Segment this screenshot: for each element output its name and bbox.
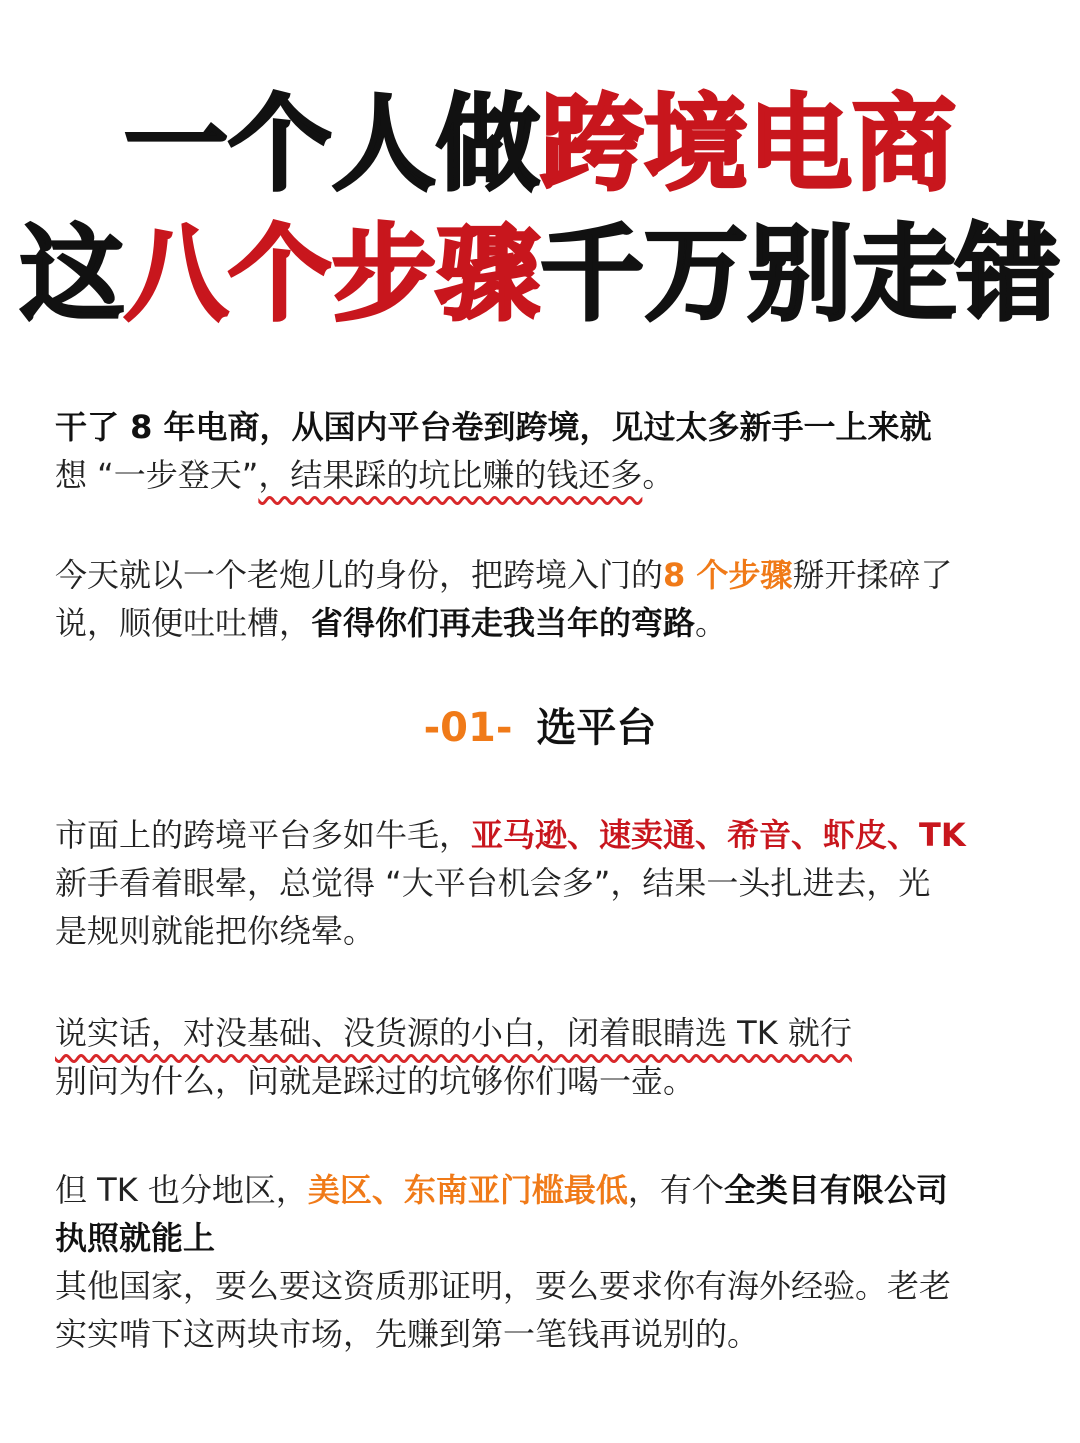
intro-p2-end: 。	[695, 604, 728, 642]
title-line-2-red: 八个步骤	[123, 213, 540, 335]
s1-p2-underlined: 说实话，对没基础、没货源的小白，闭着眼睛选 TK 就行	[55, 1014, 852, 1052]
section1-paragraph-2	[55, 1009, 1035, 1105]
intro-p2-text-3: 说，顺便吐吐槽，	[55, 604, 312, 642]
s1-p3-text-1: 但 TK 也分地区，	[55, 1171, 308, 1209]
intro-paragraph-1	[55, 403, 1035, 499]
section-title: 选平台	[536, 705, 657, 751]
intro-p1-underlined: ，结果踩的坑比赚的钱还多	[258, 456, 643, 494]
intro-p1-text-1: 干了 8 年电商，从国内平台卷到跨境，见过太多新手一上来就	[55, 408, 932, 446]
s1-p1-text-2: 新手看着眼晕，总觉得 “大平台机会多”，结果一头扎进去，光	[55, 864, 931, 902]
intro-p2-bold: 省得你们再走我当年的弯路	[311, 604, 696, 642]
title-line-2-black-1: 这	[19, 213, 124, 335]
s1-p3-line-4	[55, 1310, 1035, 1358]
s1-p3-bold-2: 执照就能上	[55, 1219, 216, 1257]
s1-p1-text-1: 市面上的跨境平台多如牛毛，	[55, 816, 472, 854]
s1-p3-bold-1: 全类目有限公司	[723, 1171, 948, 1209]
intro-p2-line-1	[55, 551, 1035, 599]
intro-p2-highlight: 8 个步骤	[663, 556, 793, 594]
title-line-1-red: 跨境电商	[540, 83, 957, 205]
section1-paragraph-3	[55, 1166, 1035, 1358]
s1-p3-text-3: 其他国家，要么要这资质那证明，要么要求你有海外经验。老老	[55, 1267, 952, 1305]
intro-paragraph-2	[55, 551, 1035, 647]
title-line-2	[0, 213, 1080, 335]
intro-p1-end: 。	[642, 456, 675, 494]
intro-p2-line-2	[55, 599, 1035, 647]
section1-paragraph-1	[55, 811, 1035, 955]
s1-p1-text-3: 是规则就能把你绕晕。	[55, 912, 376, 950]
intro-p1-text-2: 想 “一步登天”	[55, 456, 259, 494]
s1-p1-line-2	[55, 859, 1035, 907]
s1-p1-platforms: 亚马逊、速卖通、希音、虾皮、TK	[471, 816, 966, 854]
s1-p3-line-2	[55, 1214, 1035, 1262]
s1-p3-orange: 美区、东南亚门槛最低	[307, 1171, 628, 1209]
intro-p1-line-1	[55, 403, 1035, 451]
intro-p2-text-2: 掰开揉碎了	[792, 556, 953, 594]
intro-p1-line-2	[55, 451, 1035, 499]
s1-p2-text-2: 别问为什么，问就是踩过的坑够你们喝一壶。	[55, 1062, 696, 1100]
section-number: -01-	[423, 705, 513, 751]
title-line-2-black-2: 千万别走错	[540, 213, 1061, 335]
s1-p3-line-3	[55, 1262, 1035, 1310]
s1-p3-line-1	[55, 1166, 1035, 1214]
s1-p1-line-1	[55, 811, 1035, 859]
s1-p1-line-3	[55, 907, 1035, 955]
intro-p2-text-1: 今天就以一个老炮儿的身份，把跨境入门的	[55, 556, 664, 594]
s1-p2-line-2	[55, 1057, 1035, 1105]
s1-p3-text-2: ，有个	[627, 1171, 724, 1209]
title-line-1	[0, 83, 1080, 205]
section-heading-01	[0, 700, 1080, 756]
title-line-1-black: 一个人做	[123, 83, 540, 205]
s1-p2-line-1	[55, 1009, 1035, 1057]
s1-p3-text-4: 实实啃下这两块市场，先赚到第一笔钱再说别的。	[55, 1315, 760, 1353]
